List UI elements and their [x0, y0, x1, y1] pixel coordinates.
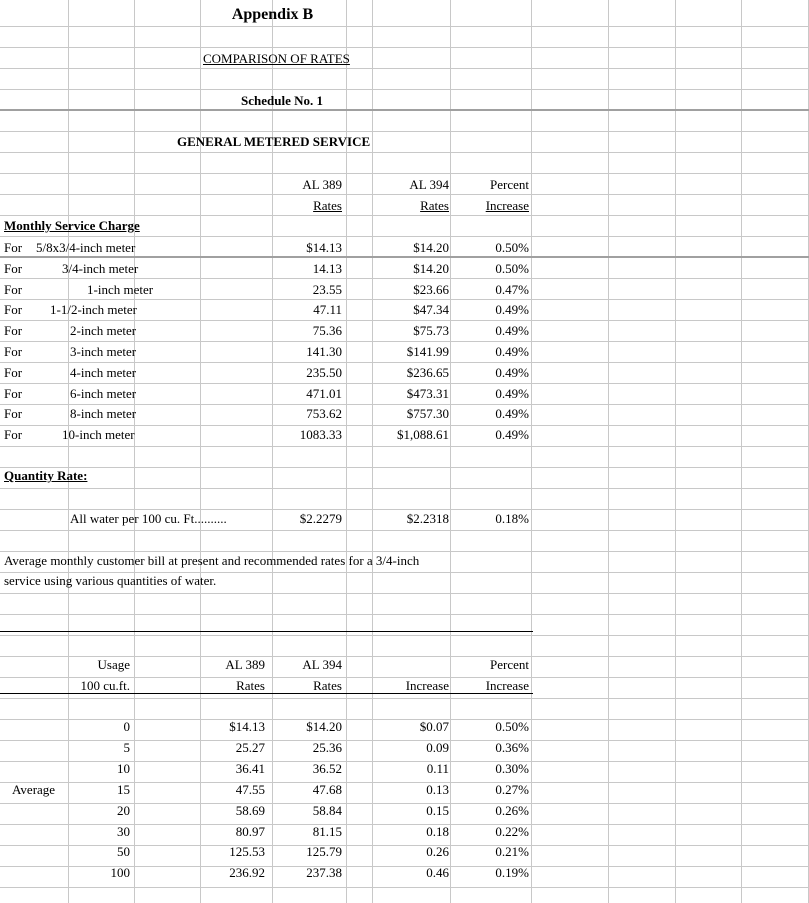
percent-increase: 0.49% — [495, 323, 529, 339]
al389-rate: 753.62 — [306, 406, 342, 422]
grid-column-line — [741, 0, 742, 903]
percent-increase: 0.49% — [495, 427, 529, 443]
average-label: Average — [12, 782, 56, 797]
al389-rate: 471.01 — [306, 385, 342, 401]
quantity-percent: 0.18% — [495, 511, 529, 526]
grid-row-line — [0, 446, 809, 447]
al394-rate: $14.20 — [413, 260, 449, 276]
col-al389-header: AL 389 — [302, 177, 342, 192]
grid-column-line — [134, 0, 135, 903]
percent-increase: 0.49% — [495, 364, 529, 380]
grid-row-line — [0, 278, 809, 279]
bill-al394-header: AL 394 — [302, 657, 342, 672]
al389-rate: 23.55 — [312, 281, 342, 297]
al394-rate: $1,088.61 — [397, 427, 449, 443]
bill-percent: 0.30% — [495, 760, 529, 776]
col-percent-subheader: Increase — [485, 198, 529, 213]
bill-percent-subheader: Increase — [485, 678, 529, 693]
usage-value: 100 — [110, 865, 130, 881]
bill-percent: 0.19% — [495, 865, 529, 881]
percent-increase: 0.49% — [495, 344, 529, 359]
usage-subheader: 100 cu.ft. — [80, 678, 130, 693]
grid-row-line — [0, 635, 809, 636]
grid-column-line — [608, 0, 609, 903]
col-al389-subheader: Rates — [313, 198, 342, 213]
meter-size: 3/4-inch meter — [62, 260, 139, 276]
grid-row-line — [0, 89, 809, 90]
bill-percent-header: Percent — [490, 657, 529, 672]
meter-size: 8-inch meter — [70, 406, 137, 422]
bill-al389: 58.69 — [235, 802, 265, 818]
meter-size: 1-inch meter — [87, 281, 154, 297]
meter-size: 1-1/2-inch meter — [50, 302, 137, 318]
bill-note-line1: Average monthly customer bill at present and recommended rates for a 3/4-inch — [4, 553, 420, 568]
col-percent-header: Percent — [490, 177, 529, 192]
al389-rate: 235.50 — [306, 364, 342, 380]
al394-rate: $141.99 — [406, 344, 449, 359]
grid-row-line — [0, 530, 809, 531]
bill-al394: 58.84 — [312, 802, 342, 818]
bill-al389: 80.97 — [235, 823, 265, 839]
separator-line — [0, 256, 809, 258]
bill-increase: 0.46 — [426, 865, 449, 881]
al389-rate: 1083.33 — [299, 427, 342, 443]
meter-prefix: For — [4, 323, 23, 339]
col-al394-header: AL 394 — [409, 177, 449, 192]
usage-value: 30 — [117, 823, 130, 839]
usage-value: 20 — [117, 802, 130, 818]
separator-line — [0, 109, 809, 111]
meter-prefix: For — [4, 406, 23, 422]
percent-increase: 0.50% — [495, 260, 529, 276]
percent-increase: 0.49% — [495, 406, 529, 422]
percent-increase: 0.50% — [495, 240, 529, 255]
grid-row-line — [0, 47, 809, 48]
usage-value: 5 — [123, 739, 130, 755]
meter-prefix: For — [4, 281, 23, 297]
al389-rate: $14.13 — [306, 240, 342, 255]
appendix-title: Appendix B — [231, 6, 314, 23]
bill-al394: 81.15 — [312, 823, 342, 839]
bill-al394-subheader: Rates — [313, 678, 342, 693]
bill-al394: 36.52 — [312, 760, 342, 776]
bill-percent: 0.26% — [495, 802, 529, 818]
meter-size: 6-inch meter — [70, 385, 137, 401]
meter-prefix: For — [4, 364, 23, 380]
grid-column-line — [531, 0, 532, 903]
bill-increase: 0.13 — [426, 781, 449, 797]
quantity-description: All water per 100 cu. Ft.......... — [70, 511, 227, 526]
table-header-rule — [0, 693, 533, 694]
al389-rate: 75.36 — [312, 323, 342, 339]
al389-rate: 141.30 — [306, 344, 342, 359]
meter-size: 3-inch meter — [70, 344, 137, 359]
bill-al389-subheader: Rates — [236, 678, 265, 693]
grid-column-line — [450, 0, 451, 903]
bill-al394: 125.79 — [306, 844, 342, 860]
meter-size: 4-inch meter — [70, 364, 137, 380]
grid-row-line — [0, 425, 809, 426]
grid-row-line — [0, 320, 809, 321]
bill-percent: 0.21% — [495, 844, 529, 860]
usage-value: 15 — [117, 781, 130, 797]
al394-rate: $236.65 — [406, 364, 449, 380]
grid-row-line — [0, 341, 809, 342]
grid-row-line — [0, 215, 809, 216]
al394-rate: $23.66 — [413, 281, 449, 297]
quantity-al394: $2.2318 — [406, 511, 449, 526]
bill-increase: $0.07 — [419, 719, 449, 734]
grid-row-line — [0, 593, 809, 594]
bill-increase-header: Increase — [405, 678, 449, 693]
meter-size: 5/8x3/4-inch meter — [36, 240, 136, 255]
al394-rate: $75.73 — [413, 323, 449, 339]
bill-al389: 47.55 — [235, 781, 265, 797]
bill-percent: 0.27% — [495, 781, 529, 797]
grid-row-line — [0, 362, 809, 363]
meter-prefix: For — [4, 344, 23, 359]
bill-increase: 0.26 — [426, 844, 449, 860]
grid-row-line — [0, 488, 809, 489]
al394-rate: $14.20 — [413, 240, 449, 255]
col-al394-subheader: Rates — [420, 198, 449, 213]
grid-row-line — [0, 26, 809, 27]
comparison-heading: COMPARISON OF RATES — [203, 51, 350, 66]
meter-prefix: For — [4, 302, 23, 318]
grid-row-line — [0, 404, 809, 405]
bill-al389: 125.53 — [229, 844, 265, 860]
meter-prefix: For — [4, 240, 23, 255]
meter-size: 2-inch meter — [70, 323, 137, 339]
grid-row-line — [0, 68, 809, 69]
bill-al389-header: AL 389 — [225, 657, 265, 672]
usage-value: 50 — [117, 844, 130, 860]
bill-al389: 25.27 — [235, 739, 265, 755]
bill-percent: 0.22% — [495, 823, 529, 839]
table-top-rule — [0, 631, 533, 632]
meter-prefix: For — [4, 427, 23, 443]
bill-percent: 0.36% — [495, 739, 529, 755]
grid-row-line — [0, 173, 809, 174]
monthly-service-charge-label: Monthly Service Charge — [4, 218, 140, 233]
service-heading: GENERAL METERED SERVICE — [177, 134, 371, 149]
al389-rate: 14.13 — [312, 260, 342, 276]
grid-row-line — [0, 299, 809, 300]
percent-increase: 0.49% — [495, 385, 529, 401]
meter-prefix: For — [4, 385, 23, 401]
grid-row-line — [0, 236, 809, 237]
meter-size: 10-inch meter — [62, 427, 135, 443]
al394-rate: $757.30 — [406, 406, 449, 422]
grid-row-line — [0, 698, 809, 699]
bill-increase: 0.15 — [426, 802, 449, 818]
bill-al389: 36.41 — [235, 760, 265, 776]
usage-value: 0 — [123, 719, 130, 734]
bill-al394: 25.36 — [312, 739, 342, 755]
bill-al394: 237.38 — [306, 865, 342, 881]
bill-increase: 0.11 — [426, 760, 449, 776]
al389-rate: 47.11 — [313, 302, 342, 318]
grid-row-line — [0, 887, 809, 888]
grid-column-line — [675, 0, 676, 903]
grid-row-line — [0, 194, 809, 195]
meter-prefix: For — [4, 260, 23, 276]
grid-row-line — [0, 383, 809, 384]
grid-row-line — [0, 509, 809, 510]
quantity-al389: $2.2279 — [299, 511, 342, 526]
usage-header: Usage — [97, 657, 130, 672]
grid-row-line — [0, 614, 809, 615]
bill-al389: 236.92 — [229, 865, 265, 881]
quantity-rate-label: Quantity Rate: — [4, 468, 88, 483]
percent-increase: 0.49% — [495, 302, 529, 318]
grid-row-line — [0, 152, 809, 153]
al394-rate: $47.34 — [413, 302, 449, 318]
bill-increase: 0.09 — [426, 739, 449, 755]
bill-percent: 0.50% — [495, 719, 529, 734]
bill-al389: $14.13 — [229, 719, 265, 734]
bill-increase: 0.18 — [426, 823, 449, 839]
grid-row-line — [0, 131, 809, 132]
usage-value: 10 — [117, 760, 130, 776]
bill-al394: 47.68 — [312, 781, 342, 797]
bill-note-line2: service using various quantities of water. — [4, 573, 217, 588]
schedule-label: Schedule No. 1 — [241, 93, 323, 108]
grid-row-line — [0, 551, 809, 552]
al394-rate: $473.31 — [406, 385, 449, 401]
bill-al394: $14.20 — [306, 719, 342, 734]
percent-increase: 0.47% — [495, 281, 529, 297]
grid-row-line — [0, 467, 809, 468]
